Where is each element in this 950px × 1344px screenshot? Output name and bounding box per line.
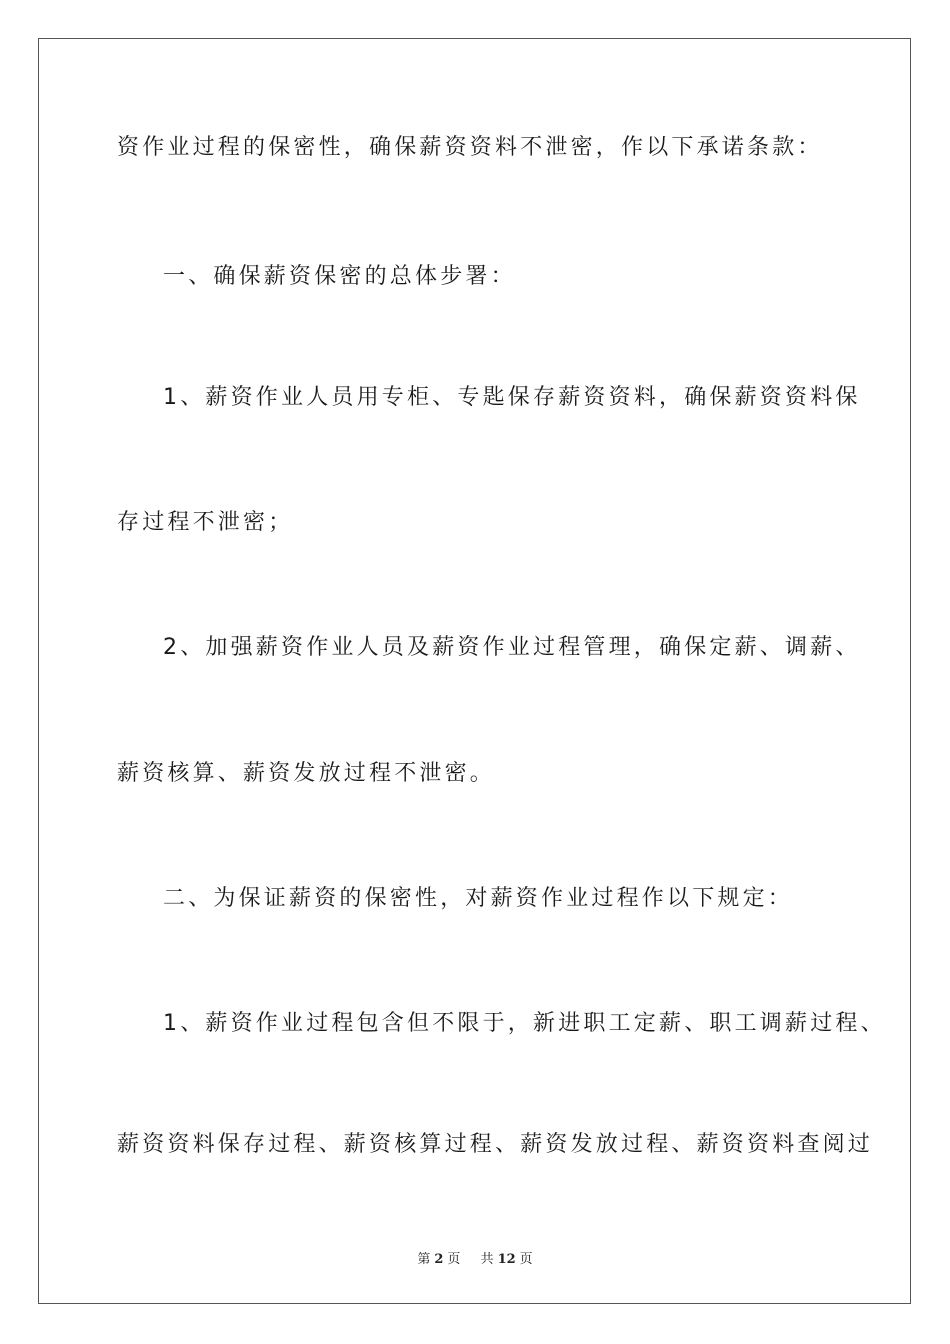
body-line-3: 1、薪资作业人员用专柜、专匙保存薪资资料，确保薪资资料保 <box>163 385 861 410</box>
total-pages: 12 <box>497 1252 516 1267</box>
page-footer <box>0 1248 950 1267</box>
section-heading-2: 二、为保证薪资的保密性，对薪资作业过程作以下规定： <box>163 886 794 911</box>
section-heading-1: 一、确保薪资保密的总体步署： <box>163 264 516 289</box>
body-line-8: 1、薪资作业过程包含但不限于，新进职工定薪、职工调薪过程、 <box>163 1011 886 1036</box>
body-line-5: 2、加强薪资作业人员及薪资作业过程管理，确保定薪、调薪、 <box>163 635 861 660</box>
body-line-6: 薪资核算、薪资发放过程不泄密。 <box>117 761 496 786</box>
total-suffix: 页 <box>519 1252 533 1267</box>
total-indicator <box>477 1252 537 1267</box>
page-number: 2 <box>434 1252 444 1267</box>
body-line-9: 薪资资料保存过程、薪资核算过程、薪资发放过程、薪资资料查阅过 <box>117 1132 874 1157</box>
total-prefix: 共 <box>480 1252 494 1267</box>
page-indicator <box>413 1252 464 1267</box>
page-suffix: 页 <box>447 1252 461 1267</box>
body-line-4: 存过程不泄密； <box>117 510 294 535</box>
page-prefix: 第 <box>417 1252 431 1267</box>
body-line-1: 资作业过程的保密性，确保薪资资料不泄密，作以下承诺条款： <box>117 135 823 160</box>
page-border <box>38 38 911 1304</box>
